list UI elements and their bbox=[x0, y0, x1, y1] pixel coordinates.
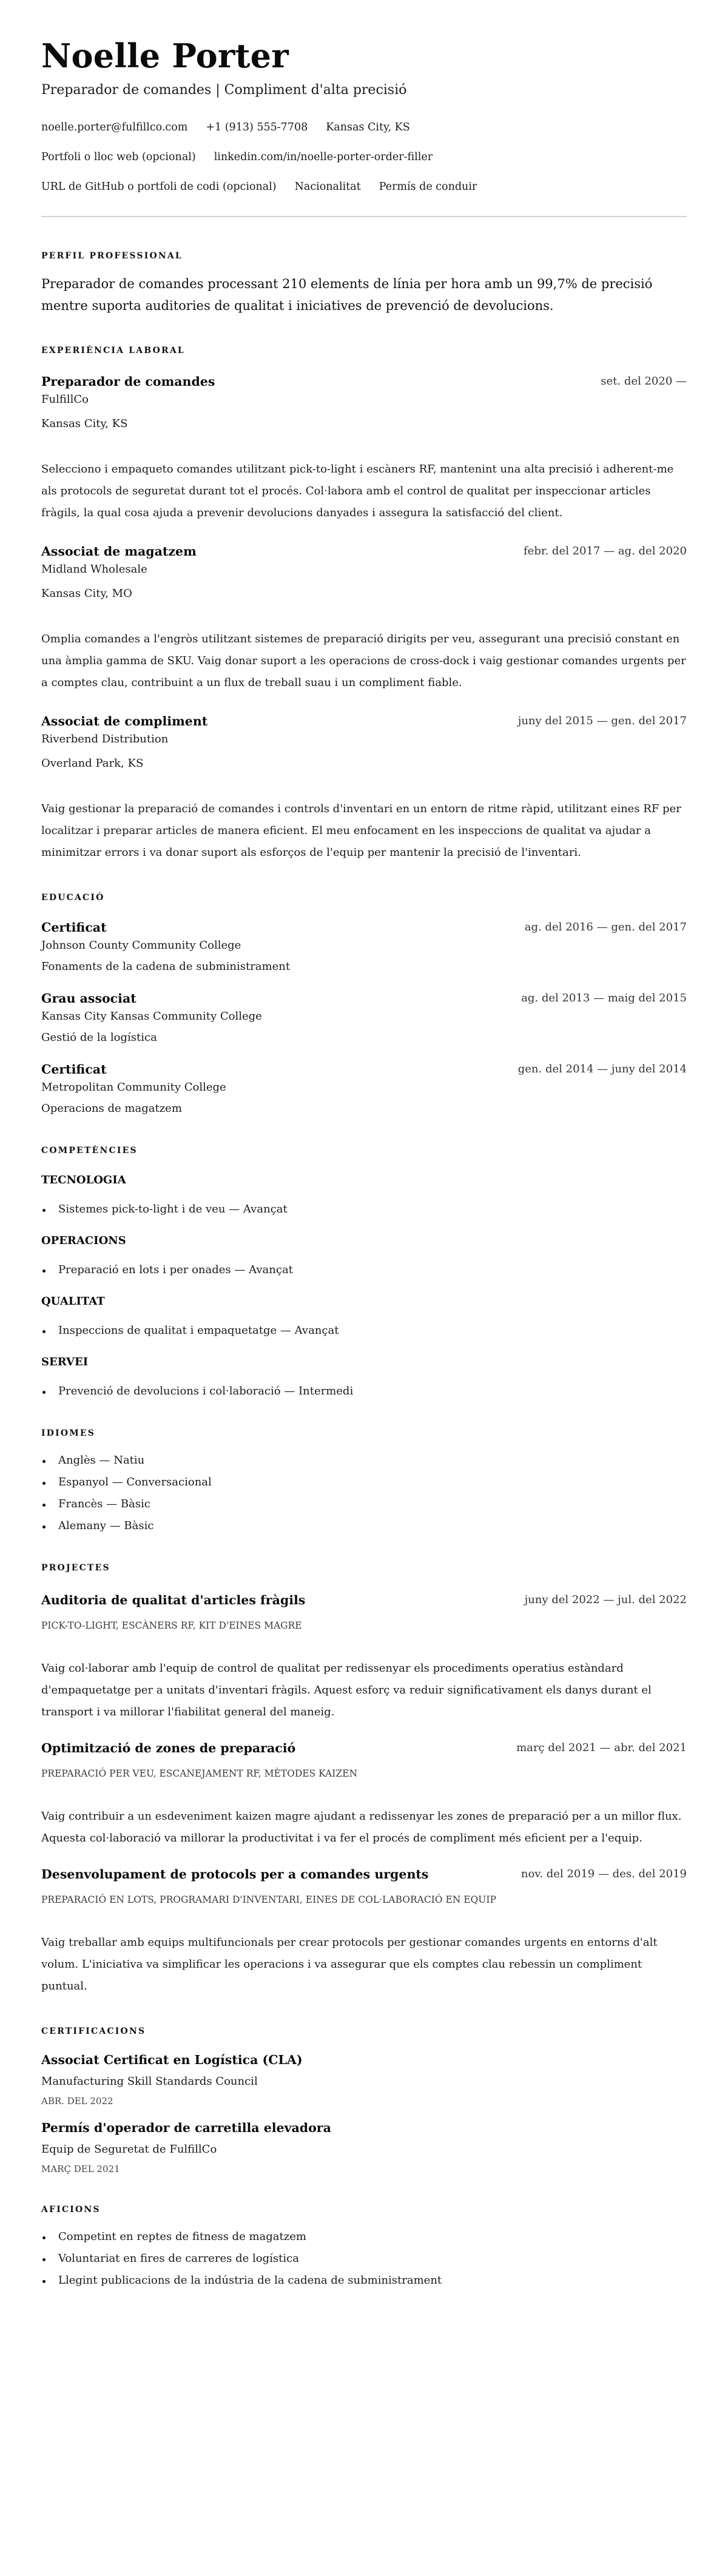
project-description: Vaig contribuir a un esdeveniment kaizen magre ajudant a redissenyar les zones de preparació per a un millor flux. Aquesta col·laboració va millorar la productivitat i va fer el procés de compliment més eficient per a l'equip. bbox=[41, 1810, 682, 1845]
skill-item: Sistemes pick-to-light i de veu — Avançat bbox=[41, 1202, 687, 1217]
skill-item: Inspeccions de qualitat i empaquetatge — Avançat bbox=[41, 1323, 687, 1339]
project-entry bbox=[41, 1738, 687, 1849]
skill-group bbox=[41, 1233, 687, 1278]
skill-group bbox=[41, 1172, 687, 1217]
certification-name: Associat Certificat en Logística (CLA) bbox=[41, 2053, 303, 2067]
skill-item: Preparació en lots i per onades — Avançat bbox=[41, 1262, 687, 1278]
job-dates: juny del 2015 — gen. del 2017 bbox=[517, 715, 687, 727]
language-item: Francès — Bàsic bbox=[41, 1496, 687, 1512]
education-institution: Metropolitan Community College bbox=[41, 1081, 226, 1094]
education-dates: gen. del 2014 — juny del 2014 bbox=[517, 1063, 687, 1075]
hobby-item: Voluntariat en fires de carreres de logística bbox=[41, 2251, 687, 2267]
experience-section bbox=[41, 345, 687, 864]
education-dates: ag. del 2013 — maig del 2015 bbox=[521, 992, 687, 1004]
skill-category bbox=[41, 1294, 687, 1310]
project-dates: nov. del 2019 — des. del 2019 bbox=[521, 1868, 687, 1880]
skill-category bbox=[41, 1354, 687, 1370]
job-title: Preparador de comandes bbox=[41, 374, 215, 389]
job-dates: febr. del 2017 — ag. del 2020 bbox=[524, 545, 687, 557]
project-title: Optimització de zones de preparació bbox=[41, 1741, 296, 1755]
skill-category-label: SERVEI bbox=[41, 1356, 89, 1368]
hobby-item: Competint en reptes de fitness de magatzem bbox=[41, 2229, 687, 2245]
certifications-section bbox=[41, 2025, 687, 2176]
education-institution: Kansas City Kansas Community College bbox=[41, 1010, 262, 1023]
experience-entry bbox=[41, 371, 687, 524]
hobby-item: Llegint publicacions de la indústria de la cadena de subministrament bbox=[41, 2273, 687, 2288]
contact-location: Kansas City, KS bbox=[326, 121, 410, 133]
resume-header bbox=[41, 38, 687, 194]
section-title: CERTIFICACIONS bbox=[41, 2026, 146, 2036]
project-tech: PICK-TO-LIGHT, ESCÀNERS RF, KIT D'EINES MAGRE bbox=[41, 1620, 302, 1631]
education-field: Fonaments de la cadena de subministrament bbox=[41, 960, 291, 973]
project-entry bbox=[41, 1864, 687, 1997]
skills-section bbox=[41, 1145, 687, 1399]
skill-category-label: QUALITAT bbox=[41, 1295, 105, 1308]
language-item: Alemany — Bàsic bbox=[41, 1518, 687, 1534]
project-dates: juny del 2022 — jul. del 2022 bbox=[524, 1593, 687, 1606]
job-title: Associat de compliment bbox=[41, 714, 208, 728]
education-field: Operacions de magatzem bbox=[41, 1102, 182, 1115]
skill-category-label: OPERACIONS bbox=[41, 1234, 126, 1247]
job-description: Vaig gestionar la preparació de comandes i controls d'inventari en un entorn de ritme ràpid, utilitzant eines RF per localitzar i preparar articles de manera eficient. El meu enfocament en les inspeccions de qualitat va ajudar a minimitzar errors i va donar suport als esforços de l'equip per mantenir la precisió de l'inventari. bbox=[41, 802, 681, 859]
contact-github[interactable]: URL de GitHub o portfoli de codi (opcional) bbox=[41, 181, 277, 193]
education-field: Gestió de la logística bbox=[41, 1031, 157, 1044]
project-tech: PREPARACIÓ PER VEU, ESCANEJAMENT RF, MÈTODES KAIZEN bbox=[41, 1768, 358, 1779]
hobbies-section bbox=[41, 2204, 687, 2288]
education-dates: ag. del 2016 — gen. del 2017 bbox=[524, 921, 687, 933]
section-title: PROJECTES bbox=[41, 1563, 110, 1573]
contact-driving-license: Permís de conduir bbox=[379, 181, 477, 193]
profile-summary: Preparador de comandes processant 210 elements de línia per hora amb un 99,7% de precisió mentre suporta auditories de qualitat i iniciatives de prevenció de devolucions. bbox=[41, 277, 653, 313]
project-entry bbox=[41, 1590, 687, 1723]
education-section bbox=[41, 892, 687, 1117]
contact-email[interactable]: noelle.porter@fulfillco.com bbox=[41, 121, 188, 133]
projects-section bbox=[41, 1562, 687, 1997]
job-company: FulfillCo bbox=[41, 393, 89, 406]
contact-row bbox=[41, 150, 687, 164]
experience-entry bbox=[41, 711, 687, 864]
project-title: Desenvolupament de protocols per a comandes urgents bbox=[41, 1867, 429, 1882]
education-institution: Johnson County Community College bbox=[41, 939, 241, 952]
certification-issuer: Equip de Seguretat de FulfillCo bbox=[41, 2143, 217, 2156]
degree-title: Certificat bbox=[41, 1062, 107, 1077]
contact-row bbox=[41, 120, 687, 135]
section-title: AFICIONS bbox=[41, 2205, 101, 2214]
certification-date: MARÇ DEL 2021 bbox=[41, 2164, 120, 2174]
section-title: IDIOMES bbox=[41, 1428, 96, 1438]
job-title: Associat de magatzem bbox=[41, 544, 197, 559]
skill-category-label: TECNOLOGIA bbox=[41, 1174, 126, 1186]
certification-entry bbox=[41, 2119, 687, 2176]
contact-row bbox=[41, 180, 687, 194]
education-entry bbox=[41, 988, 687, 1046]
degree-title: Grau associat bbox=[41, 991, 136, 1006]
section-title: PERFIL PROFESSIONAL bbox=[41, 251, 183, 261]
skill-category bbox=[41, 1233, 687, 1249]
candidate-name: Noelle Porter bbox=[41, 36, 289, 75]
contact-nationality: Nacionalitat bbox=[294, 181, 361, 193]
section-title: EDUCACIÓ bbox=[41, 893, 105, 903]
contact-linkedin[interactable]: linkedin.com/in/noelle-porter-order-filler bbox=[214, 151, 433, 163]
job-description: Selecciono i empaqueto comandes utilitzant pick-to-light i escàners RF, mantenint una alta precisió i adherent-me als protocols de seguretat durant tot el procés. Col·labora amb el control de qualitat per inspeccionar articles fràgils, la qual cosa ajuda a prevenir devolucions danyades i assegura la satisfacció del client. bbox=[41, 463, 674, 519]
education-entry bbox=[41, 917, 687, 975]
degree-title: Certificat bbox=[41, 920, 107, 935]
section-title: COMPETÈNCIES bbox=[41, 1146, 138, 1155]
job-location: Overland Park, KS bbox=[41, 757, 144, 770]
languages-section bbox=[41, 1427, 687, 1534]
project-description: Vaig treballar amb equips multifuncionals per crear protocols per gestionar comandes urgents en entorns d'alt volum. L'iniciativa va simplificar les operacions i va assegurar que els comptes clau rebessin un compliment puntual. bbox=[41, 1936, 658, 1993]
skill-group bbox=[41, 1294, 687, 1339]
project-dates: març del 2021 — abr. del 2021 bbox=[516, 1741, 687, 1754]
job-company: Midland Wholesale bbox=[41, 563, 147, 576]
language-item: Anglès — Natiu bbox=[41, 1453, 687, 1468]
header-divider bbox=[41, 216, 687, 217]
language-item: Espanyol — Conversacional bbox=[41, 1475, 687, 1490]
project-description: Vaig col·laborar amb l'equip de control de qualitat per redissenyar els procediments operatius estàndard d'empaquetatge per a unitats d'inventari fràgils. Aquest esforç va reduir significativament els danys durant el transport i va millorar l'fiabilitat general del maneig. bbox=[41, 1662, 652, 1718]
skill-item: Prevenció de devolucions i col·laboració — Intermedi bbox=[41, 1384, 687, 1399]
education-entry bbox=[41, 1059, 687, 1117]
project-tech: PREPARACIÓ EN LOTS, PROGRAMARI D'INVENTARI, EINES DE COL·LABORACIÓ EN EQUIP bbox=[41, 1894, 496, 1905]
contact-portfolio[interactable]: Portfoli o lloc web (opcional) bbox=[41, 151, 196, 163]
skill-group bbox=[41, 1354, 687, 1399]
job-dates: set. del 2020 — bbox=[601, 375, 687, 388]
certification-issuer: Manufacturing Skill Standards Council bbox=[41, 2075, 258, 2088]
candidate-headline: Preparador de comandes | Compliment d'alta precisió bbox=[41, 82, 407, 98]
skill-category bbox=[41, 1172, 687, 1188]
profile-section bbox=[41, 250, 687, 317]
experience-entry bbox=[41, 541, 687, 694]
job-location: Kansas City, KS bbox=[41, 417, 128, 430]
section-title: EXPERIÈNCIA LABORAL bbox=[41, 346, 185, 355]
certification-date: ABR. DEL 2022 bbox=[41, 2096, 113, 2107]
contact-phone[interactable]: +1 (913) 555-7708 bbox=[206, 121, 308, 133]
certification-name: Permís d'operador de carretilla elevadora bbox=[41, 2120, 331, 2135]
project-title: Auditoria de qualitat d'articles fràgils bbox=[41, 1593, 306, 1607]
job-location: Kansas City, MO bbox=[41, 587, 132, 600]
certification-entry bbox=[41, 2051, 687, 2108]
job-company: Riverbend Distribution bbox=[41, 733, 169, 745]
job-description: Omplia comandes a l'engròs utilitzant sistemes de preparació dirigits per veu, assegurant una precisió constant en una àmplia gamma de SKU. Vaig donar suport a les operacions de cross-dock i vaig gestionar comandes urgents per a comptes clau, contribuint a un flux de treball suau i un compliment fiable. bbox=[41, 633, 686, 689]
